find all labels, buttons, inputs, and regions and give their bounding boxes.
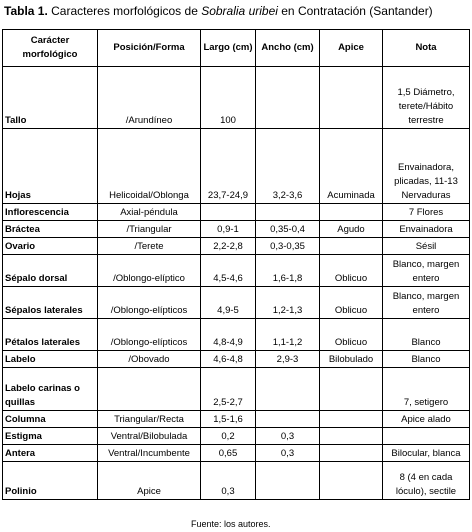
table-row bbox=[3, 67, 470, 129]
caption-text-before: Caracteres morfológicos de bbox=[47, 4, 202, 18]
header-ancho: Ancho (cm) bbox=[256, 30, 320, 67]
cell-caracter: Tallo bbox=[3, 67, 98, 129]
cell-posicion: Helicoidal/Oblonga bbox=[98, 129, 201, 204]
cell-apice bbox=[320, 238, 383, 255]
header-posicion: Posición/Forma bbox=[98, 30, 201, 67]
cell-nota bbox=[383, 428, 470, 445]
cell-largo: 2,2-2,8 bbox=[201, 238, 256, 255]
cell-posicion: Triangular/Recta bbox=[98, 411, 201, 428]
cell-ancho: 0,3-0,35 bbox=[256, 238, 320, 255]
table-row bbox=[3, 129, 470, 204]
morphology-table bbox=[2, 29, 470, 500]
cell-nota: Blanco bbox=[383, 319, 470, 351]
cell-nota: 7, setigero bbox=[383, 368, 470, 411]
cell-caracter: Pétalos laterales bbox=[3, 319, 98, 351]
cell-ancho bbox=[256, 368, 320, 411]
header-caracter: Carácter morfológico bbox=[3, 30, 98, 67]
cell-largo: 0,65 bbox=[201, 445, 256, 462]
cell-ancho bbox=[256, 204, 320, 221]
cell-caracter: Columna bbox=[3, 411, 98, 428]
table-row bbox=[3, 411, 470, 428]
cell-ancho bbox=[256, 411, 320, 428]
table-row bbox=[3, 238, 470, 255]
table-row bbox=[3, 368, 470, 411]
cell-apice bbox=[320, 428, 383, 445]
cell-ancho: 0,35-0,4 bbox=[256, 221, 320, 238]
cell-caracter: Antera bbox=[3, 445, 98, 462]
cell-posicion: Ventral/Bilobulada bbox=[98, 428, 201, 445]
cell-caracter: Polinio bbox=[3, 462, 98, 500]
table-header-row bbox=[3, 30, 470, 67]
cell-largo: 0,9-1 bbox=[201, 221, 256, 238]
cell-nota: Blanco, margen entero bbox=[383, 287, 470, 319]
table-row bbox=[3, 428, 470, 445]
cell-apice: Oblicuo bbox=[320, 255, 383, 287]
cell-nota: 7 Flores bbox=[383, 204, 470, 221]
cell-posicion: /Triangular bbox=[98, 221, 201, 238]
cell-largo: 1,5-1,6 bbox=[201, 411, 256, 428]
cell-largo: 2,5-2,7 bbox=[201, 368, 256, 411]
cell-ancho bbox=[256, 67, 320, 129]
cell-nota: 8 (4 en cada lóculo), sectile bbox=[383, 462, 470, 500]
cell-apice bbox=[320, 204, 383, 221]
cell-caracter: Sépalo dorsal bbox=[3, 255, 98, 287]
cell-posicion: /Oblongo-elíptico bbox=[98, 255, 201, 287]
cell-caracter: Sépalos laterales bbox=[3, 287, 98, 319]
cell-caracter: Hojas bbox=[3, 129, 98, 204]
cell-apice: Acuminada bbox=[320, 129, 383, 204]
cell-caracter: Labelo carinas o quillas bbox=[3, 368, 98, 411]
cell-caracter: Ovario bbox=[3, 238, 98, 255]
cell-largo: 23,7-24,9 bbox=[201, 129, 256, 204]
cell-nota: Envainadora bbox=[383, 221, 470, 238]
cell-largo: 4,8-4,9 bbox=[201, 319, 256, 351]
cell-posicion: /Terete bbox=[98, 238, 201, 255]
cell-apice: Oblicuo bbox=[320, 287, 383, 319]
cell-nota: Sésil bbox=[383, 238, 470, 255]
cell-ancho bbox=[256, 462, 320, 500]
table-body bbox=[3, 67, 470, 500]
cell-largo: 4,9-5 bbox=[201, 287, 256, 319]
cell-apice bbox=[320, 67, 383, 129]
cell-posicion: Axial-péndula bbox=[98, 204, 201, 221]
caption-label: Tabla 1. bbox=[4, 4, 48, 18]
table-footer: Fuente: los autores. bbox=[191, 519, 271, 529]
cell-caracter: Inflorescencia bbox=[3, 204, 98, 221]
caption-species: Sobralia uribei bbox=[201, 4, 278, 18]
cell-apice bbox=[320, 411, 383, 428]
table-row bbox=[3, 204, 470, 221]
cell-nota: Blanco, margen entero bbox=[383, 255, 470, 287]
cell-apice bbox=[320, 368, 383, 411]
table-row bbox=[3, 445, 470, 462]
table-row bbox=[3, 287, 470, 319]
table-row bbox=[3, 319, 470, 351]
cell-nota: Blanco bbox=[383, 351, 470, 368]
cell-ancho: 1,6-1,8 bbox=[256, 255, 320, 287]
header-nota: Nota bbox=[383, 30, 470, 67]
cell-caracter: Labelo bbox=[3, 351, 98, 368]
cell-largo: 0,3 bbox=[201, 462, 256, 500]
cell-posicion bbox=[98, 368, 201, 411]
cell-posicion: /Oblongo-elípticos bbox=[98, 319, 201, 351]
cell-apice: Bilobulado bbox=[320, 351, 383, 368]
cell-ancho: 1,2-1,3 bbox=[256, 287, 320, 319]
cell-apice: Oblicuo bbox=[320, 319, 383, 351]
cell-ancho: 2,9-3 bbox=[256, 351, 320, 368]
cell-largo: 4,6-4,8 bbox=[201, 351, 256, 368]
cell-largo bbox=[201, 204, 256, 221]
cell-caracter: Bráctea bbox=[3, 221, 98, 238]
table-caption bbox=[4, 4, 433, 18]
cell-nota: 1,5 Diámetro, terete/Hábito terrestre bbox=[383, 67, 470, 129]
table-row bbox=[3, 462, 470, 500]
cell-posicion: Ventral/Incumbente bbox=[98, 445, 201, 462]
cell-ancho: 0,3 bbox=[256, 428, 320, 445]
header-apice: Apice bbox=[320, 30, 383, 67]
cell-ancho: 1,1-1,2 bbox=[256, 319, 320, 351]
cell-apice bbox=[320, 462, 383, 500]
table-row bbox=[3, 255, 470, 287]
cell-posicion: /Obovado bbox=[98, 351, 201, 368]
cell-apice bbox=[320, 445, 383, 462]
cell-posicion: Apice bbox=[98, 462, 201, 500]
cell-posicion: /Arundíneo bbox=[98, 67, 201, 129]
cell-posicion: /Oblongo-elípticos bbox=[98, 287, 201, 319]
caption-text-after: en Contratación (Santander) bbox=[277, 4, 433, 18]
cell-largo: 0,2 bbox=[201, 428, 256, 445]
cell-ancho: 3,2-3,6 bbox=[256, 129, 320, 204]
cell-largo: 4,5-4,6 bbox=[201, 255, 256, 287]
cell-apice: Agudo bbox=[320, 221, 383, 238]
table-row bbox=[3, 221, 470, 238]
cell-caracter: Estigma bbox=[3, 428, 98, 445]
header-largo: Largo (cm) bbox=[201, 30, 256, 67]
cell-nota: Apice alado bbox=[383, 411, 470, 428]
cell-nota: Bilocular, blanca bbox=[383, 445, 470, 462]
cell-largo: 100 bbox=[201, 67, 256, 129]
cell-nota: Envainadora, plicadas, 11-13 Nervaduras bbox=[383, 129, 470, 204]
table-row bbox=[3, 351, 470, 368]
cell-ancho: 0,3 bbox=[256, 445, 320, 462]
